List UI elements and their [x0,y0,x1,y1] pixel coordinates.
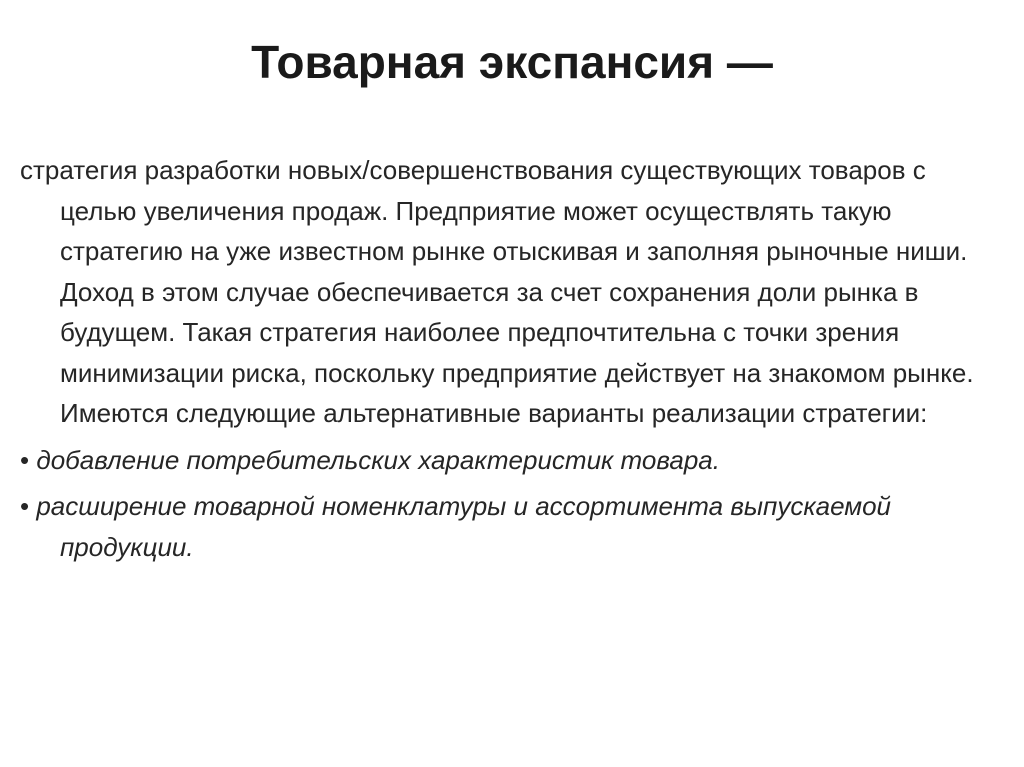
slide-title: Товарная экспансия — [251,36,773,88]
bullet-mark: • [20,491,30,521]
slide-body [20,150,980,573]
intro-paragraph: стратегия разработки новых/совершенствования существующих товаров с целью увеличения продаж. Предприятие может осуществлять такую стратегию на уже известном рынке отыскивая и заполняя рыночные ниши. Доход в этом случае обеспечивается за счет сохранения доли рынка в будущем. Такая стратегия наиболее предпочтительна с точки зрения минимизации риска, поскольку предприятие действует на знакомом рынке. Имеются следующие альтернативные варианты реализации стратегии: [20,155,974,428]
bullet-text: добавление потребительских характеристик товара. [36,444,720,475]
bullet-item [20,440,980,481]
bullet-mark: • [20,444,30,475]
bullet-item [20,486,980,567]
bullet-text: расширение товарной номенклатуры и ассортимента выпускаемой продукции. [36,491,892,562]
